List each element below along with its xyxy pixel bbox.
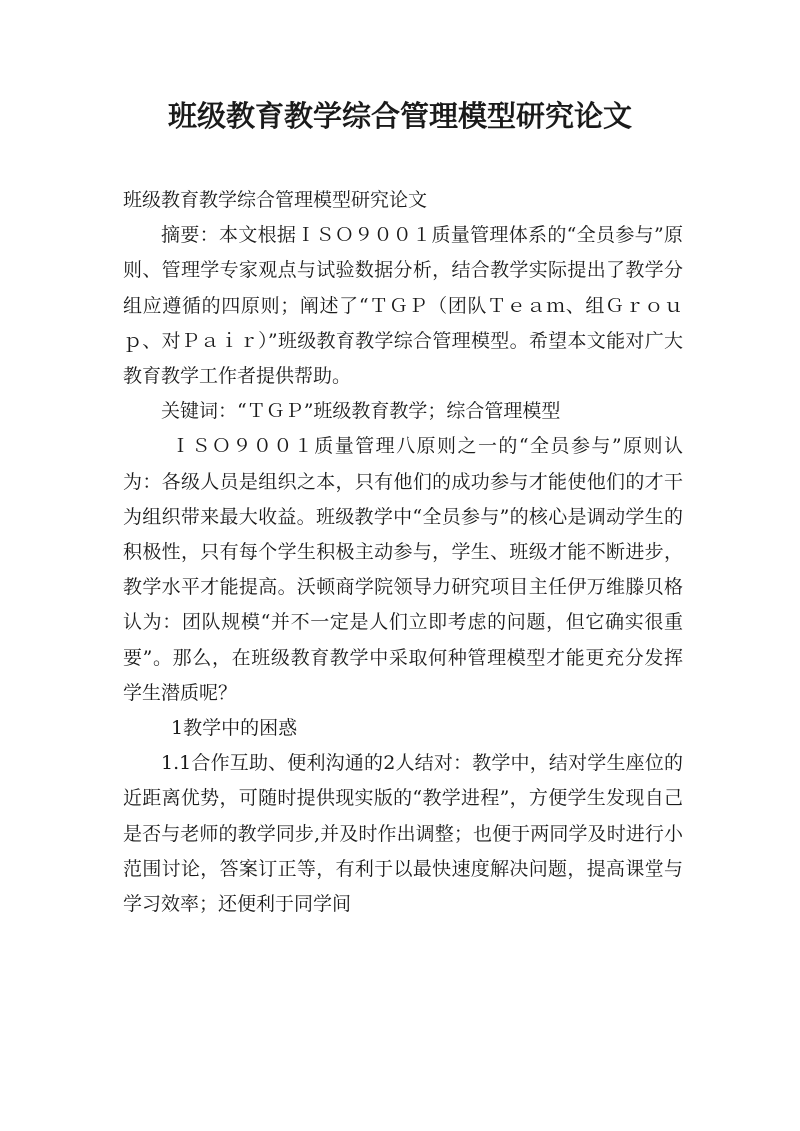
keywords-paragraph: 关键词：“ＴＧＰ”班级教育教学；综合管理模型 — [161, 400, 561, 423]
section-heading: 1教学中的困惑 — [171, 717, 298, 740]
document-title: 班级教育教学综合管理模型研究论文 — [167, 99, 632, 133]
abstract-paragraph: 摘要：本文根据ＩＳＯ９００１质量管理体系的“全员参与”原则、管理学专家观点与试验数据分析，结合教学实际提出了教学分组应遵循的四原则；阐述了“ＴＧＰ（团队Ｔｅａｍ、组Ｇｒｏｕｐ、对Ｐａｉｒ）”班级教育教学综合管理模型。希望本文能对广大教育教学工作者提供帮助。 — [123, 224, 683, 388]
body-paragraph: ＩＳＯ９００１质量管理八原则之一的“全员参与”原则认为：各级人员是组织之本，只有他们的成功参与才能使他们的才干为组织带来最大收益。班级教学中“全员参与”的核心是调动学生的积极性，只有每个学生积极主动参与，学生、班级才能不断进步，教学水平才能提高。沃顿商学院领导力研究项目主任伊万维滕贝格认为：团队规模“并不一定是人们立即考虑的问题，但它确实很重要”。那么，在班级教育教学中采取何种管理模型才能更充分发挥学生潜质呢？ — [123, 435, 683, 704]
body-paragraph: 1.1合作互助、便利沟通的2人结对：教学中，结对学生座位的近距离优势，可随时提供现实版的“教学进程”，方便学生发现自己是否与老师的教学同步,并及时作出调整；也便于两同学及时进行小范围讨论，答案订正等，有利于以最快速度解决问题，提高课堂与学习效率；还便利于同学间 — [123, 752, 683, 916]
document-body — [123, 183, 683, 922]
subtitle-paragraph: 班级教育教学综合管理模型研究论文 — [123, 189, 428, 211]
